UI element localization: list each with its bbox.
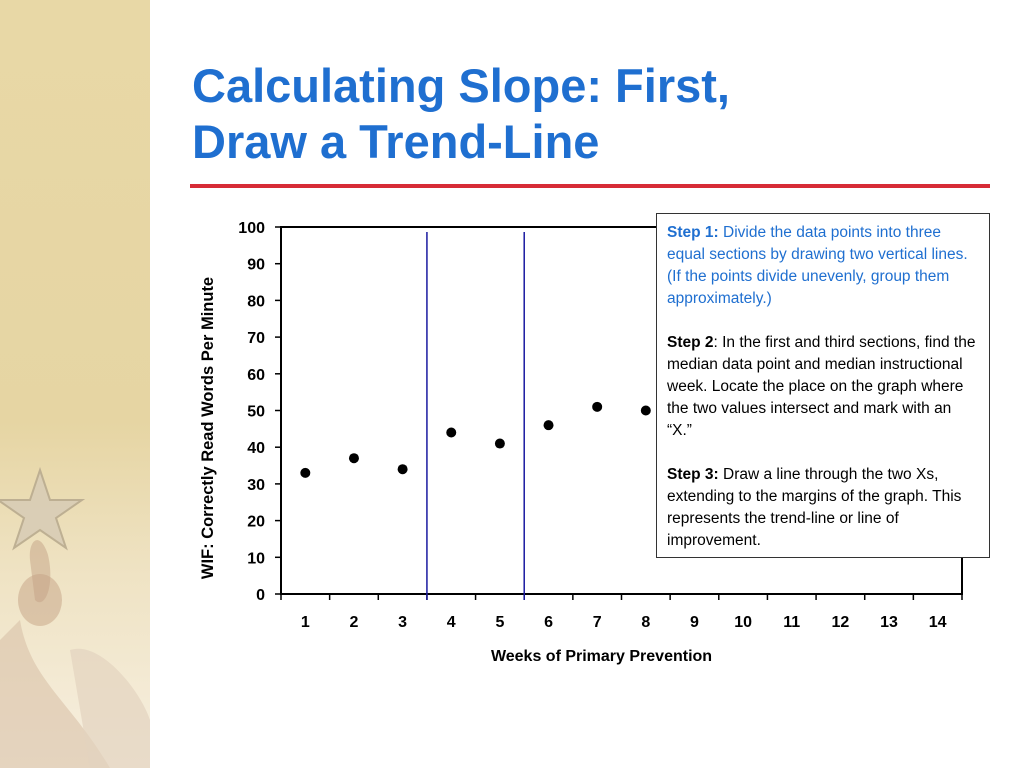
data-point (300, 468, 310, 478)
step-3-text: Draw a line through the two Xs, extending to the margins of the graph. This represents the trend-line or line of improvement. (667, 466, 962, 549)
y-tick-label: 80 (247, 293, 265, 311)
x-tick-label: 5 (495, 614, 505, 631)
step-1-paragraph (667, 222, 979, 310)
x-tick-label: 14 (928, 614, 947, 631)
x-tick-label: 8 (641, 614, 651, 631)
y-tick-label: 70 (247, 330, 265, 348)
y-tick-label: 10 (247, 550, 265, 568)
step-2-paragraph (667, 332, 979, 442)
x-tick-label: 6 (544, 614, 553, 631)
y-tick-label: 40 (247, 440, 265, 458)
x-tick-label: 9 (690, 614, 699, 631)
step-3-label: Step 3: (667, 466, 719, 483)
x-tick-label: 13 (880, 614, 898, 631)
instruction-box (656, 213, 990, 558)
x-tick-label: 7 (592, 614, 602, 631)
data-point (349, 453, 359, 463)
step-2-text: : In the first and third sections, find the median data point and median instructional week. Locate the place on the graph where the two values intersect and mark with an “X.” (667, 334, 976, 439)
title-line-1: Calculating Slope: First, (192, 59, 730, 112)
data-point (641, 406, 651, 416)
step-1-text: Divide the data points into three equal sections by drawing two vertical lines. (If the points divide unevenly, group them approximately.) (667, 224, 968, 307)
y-tick-label: 90 (247, 256, 265, 274)
y-tick-label: 60 (247, 366, 265, 384)
x-tick-label: 2 (349, 614, 359, 631)
x-tick-label: 3 (398, 614, 408, 631)
x-tick-label: 12 (831, 614, 850, 631)
x-tick-label: 11 (783, 614, 801, 631)
step-3-paragraph (667, 464, 979, 552)
x-tick-label: 4 (446, 614, 456, 631)
y-tick-label: 20 (247, 513, 265, 531)
step-2-label: Step 2 (667, 334, 714, 351)
y-axis-title: WIF: Correctly Read Words Per Minute (199, 276, 217, 580)
step-1-label: Step 1: (667, 224, 719, 241)
x-tick-label: 10 (734, 614, 753, 631)
y-tick-label: 30 (247, 476, 265, 494)
data-point (495, 439, 505, 449)
title-line-2: Draw a Trend-Line (192, 115, 600, 168)
y-tick-label: 100 (238, 220, 265, 237)
y-tick-label: 0 (256, 587, 265, 604)
data-point (592, 402, 602, 412)
data-point (398, 464, 408, 474)
x-axis-title: Weeks of Primary Prevention (490, 648, 713, 665)
x-tick-label: 1 (300, 614, 310, 631)
data-point (446, 428, 456, 438)
y-tick-label: 50 (247, 403, 265, 421)
data-point (544, 420, 554, 430)
